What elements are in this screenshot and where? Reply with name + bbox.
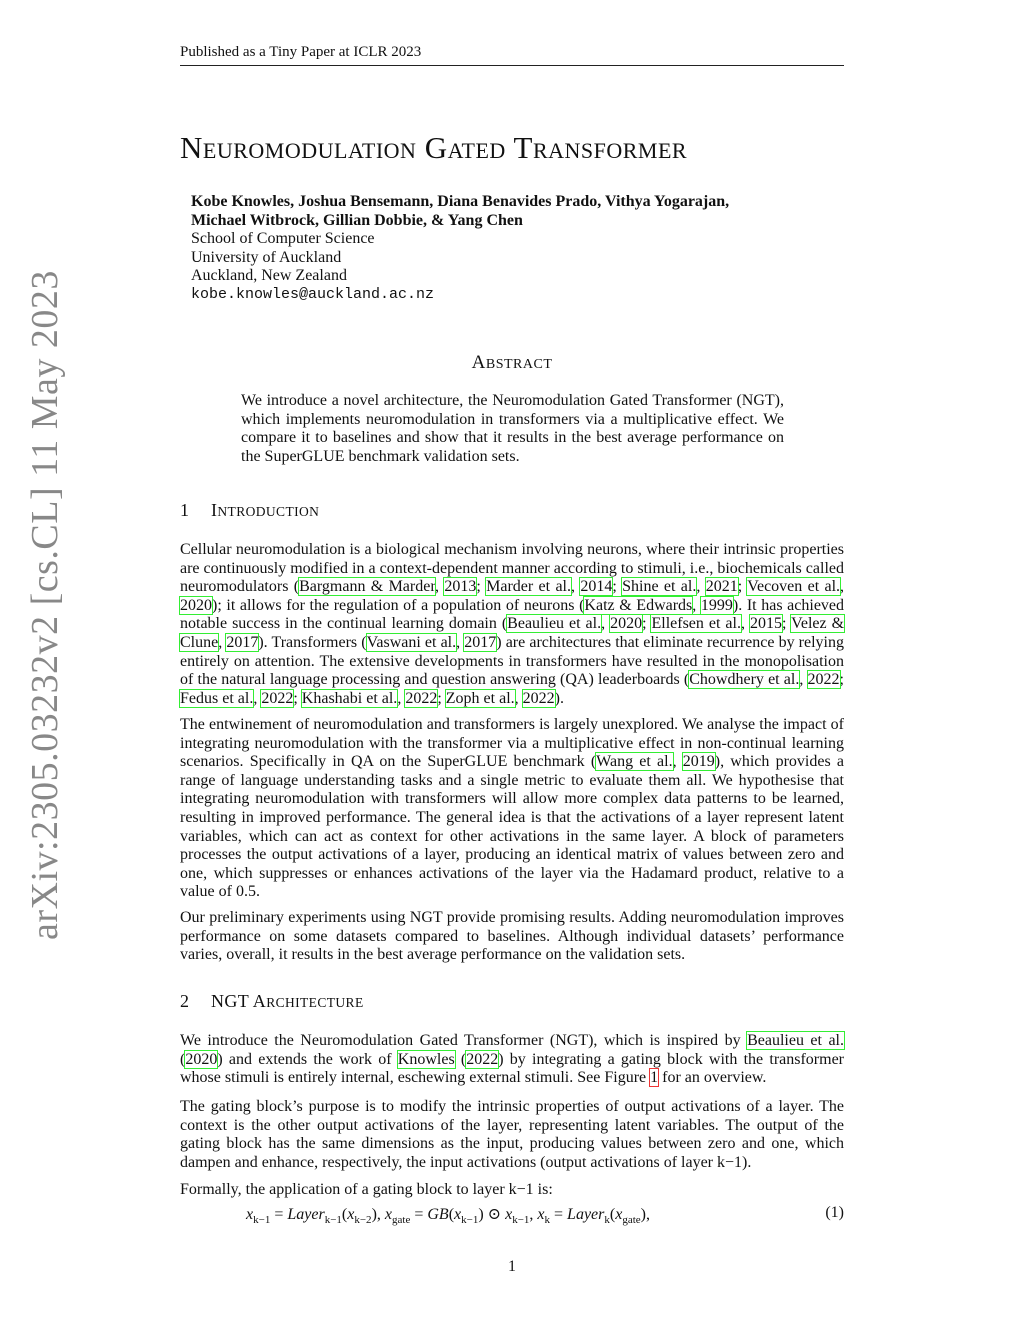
citation-link[interactable]: Khashabi et al.: [301, 689, 398, 707]
citation-link[interactable]: Velez & Clune: [180, 615, 845, 651]
citation-link[interactable]: 2020: [185, 1050, 218, 1068]
citation-link[interactable]: Knowles: [397, 1050, 455, 1068]
citation-link[interactable]: Zoph et al.: [445, 689, 515, 707]
citation-link[interactable]: 2022: [807, 671, 840, 689]
affiliation-univ: University of Auckland: [191, 248, 342, 266]
affiliation-dept: School of Computer Science: [191, 230, 375, 247]
citation-link[interactable]: Beaulieu et al.: [747, 1032, 844, 1049]
author-block: [191, 193, 831, 304]
equation-number: (1): [825, 1204, 844, 1221]
intro-paragraph-3: Our preliminary experiments using NGT provide promising results. Adding neuromodulation improves performance on some datasets compared to baselines. Although individual datasets’ performance varies, overall, it results in the best average performance on the validation sets.: [180, 909, 844, 964]
citation-link[interactable]: 2017: [226, 633, 259, 651]
affiliation-city: Auckland, New Zealand: [191, 267, 347, 284]
arch-paragraph-1: We introduce the Neuromodulation Gated Transformer (NGT), which is inspired by Beaulieu et al. (2020) and extends the work of Knowles (2022) by integrating a gating block with the transformer whose stimuli is entirely internal, eschewing external stimuli. See Figure 1 for an overview.: [180, 1032, 845, 1087]
paper-title: NEUROMODULATION GATED TRANSFORMER: [180, 130, 688, 165]
running-header: Published as a Tiny Paper at ICLR 2023: [180, 44, 422, 60]
header-rule: [180, 65, 844, 66]
citation-link[interactable]: Fedus et al.: [180, 689, 254, 707]
citation-link[interactable]: 1999: [700, 596, 733, 614]
citation-link[interactable]: 2017: [464, 633, 497, 651]
citation-link[interactable]: 2013: [444, 578, 477, 596]
citation-link[interactable]: Chowdhery et al.: [689, 671, 800, 689]
citation-link[interactable]: 2022: [466, 1050, 499, 1068]
citation-link[interactable]: 2014: [580, 578, 613, 596]
intro-paragraph-1: Cellular neuromodulation is a biological mechanism involving neurons, where their intrinsic properties are continuously modified in a context-dependent manner according to stimuli, i.e., biochemicals called neuromodulators (Bargmann & Marder, 2013; Marder et al., 2014; Shine et al., 2021; Vecoven et al., 2020); it allows for the regulation of a population of neurons (Katz & Edwards, 1999). It has achieved notable success in the continual learning domain (Beaulieu et al., 2020; Ellefsen et al., 2015; Velez & Clune, 2017). Transformers (Vaswani et al., 2017) are architectures that eliminate recurrence by relying entirely on attention. The extensive developments in transformers have resulted in the monopolisation of the natural language processing and question answering (QA) leaderboards (Chowdhery et al., 2022; Fedus et al., 2022; Khashabi et al., 2022; Zoph et al., 2022).: [180, 541, 845, 707]
citation-link[interactable]: 2019: [682, 753, 715, 771]
citation-link[interactable]: 2021: [705, 578, 738, 596]
citation-link[interactable]: Ellefsen et al.: [651, 615, 741, 633]
equation-body: $x_{k-1}$ = $Layer_{k-1}(x_{k-2})$, $x_{gate} = GB(x_{k-1})$ ⊙ $x_{k-1}$, $x_k$ = $Layer_k(x_{gate})$,: [246, 1206, 650, 1227]
section-heading-introduction: 1 INTRODUCTION: [180, 500, 320, 520]
citation-link[interactable]: 2022: [405, 689, 438, 707]
citation-link[interactable]: Vaswani et al.: [366, 633, 457, 651]
citation-link[interactable]: 2022: [261, 689, 294, 707]
author-email[interactable]: kobe.knowles@auckland.ac.nz: [191, 285, 435, 303]
citation-link[interactable]: Katz & Edwards: [584, 596, 693, 614]
citation-link[interactable]: Wang et al.: [596, 753, 673, 771]
abstract-text: We introduce a novel architecture, the Neuromodulation Gated Transformer (NGT), which implements neuromodulation in transformers via a multiplicative effect. We compare it to baselines and show that it results in the best average performance on the SuperGLUE benchmark validation sets.: [241, 392, 784, 465]
arch-paragraph-2: The gating block’s purpose is to modify the intrinsic properties of output activations of a layer. The context is the other output activations of the layer, representing latent variables. The output of the gating block has the same dimensions as the input, producing values between zero and one, which dampen and enhance, respectively, the input activations (output activations of layer k−1).: [180, 1098, 844, 1171]
citation-link[interactable]: 2022: [522, 689, 555, 707]
citation-link[interactable]: Bargmann & Marder: [299, 578, 436, 596]
arch-paragraph-3: Formally, the application of a gating block to layer k−1 is:: [180, 1181, 553, 1198]
citation-link[interactable]: Beaulieu et al.: [507, 615, 602, 633]
citation-link[interactable]: 2015: [749, 615, 782, 633]
section-heading-ngt-architecture: 2 NGT ARCHITECTURE: [180, 991, 364, 1011]
figure-reference-link[interactable]: 1: [650, 1069, 659, 1087]
citation-link[interactable]: Marder et al.: [486, 578, 571, 596]
citation-link[interactable]: Shine et al.: [622, 578, 697, 596]
author-names: Kobe Knowles, Joshua Bensemann, Diana Benavides Prado, Vithya Yogarajan, Michael Witbrock, Gillian Dobbie, & Yang Chen: [191, 193, 730, 229]
page-number: 1: [508, 1258, 516, 1275]
citation-link[interactable]: 2020: [610, 615, 643, 633]
citation-link[interactable]: 2020: [180, 596, 212, 614]
abstract-heading: ABSTRACT: [471, 352, 553, 373]
citation-link[interactable]: Vecoven et al.: [747, 578, 841, 596]
intro-paragraph-2: The entwinement of neuromodulation and transformers is largely unexplored. We analyse the impact of integrating neuromodulation with the transformer via a multiplicative effect in non-continual learning scenarios. Specifically in QA on the SuperGLUE benchmark (Wang et al., 2019), which provides a range of language understanding tasks and a single metric to evaluate them all. We hypothesise that integrating neuromodulation with transformers will allow more complex data patterns to be learned, resulting in improved performance. The general idea is that the activations of a layer represent latent variables, which can act as context for other activations in the same layer. A block of parameters processes the output activations of a layer, producing an identical matrix of values between zero and one, which suppresses or enhances activations of the layer via the Hadamard product, relative to a value of 0.5.: [180, 716, 845, 901]
arxiv-sidebar-stamp: arXiv:2305.03232v2 [cs.CL] 11 May 2023: [24, 270, 66, 940]
